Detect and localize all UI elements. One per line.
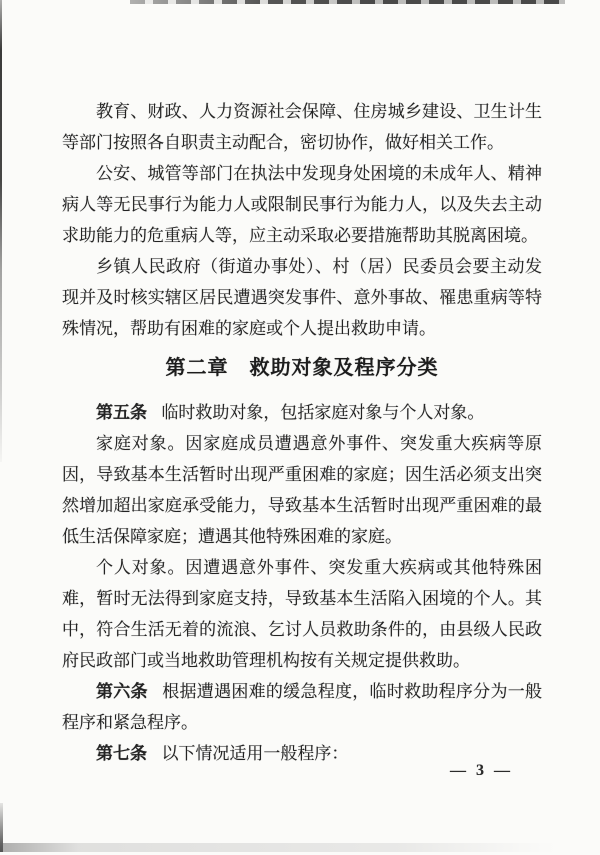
- text-line: 个人对象。因遭遇意外事件、突发重大疾病或其他特殊困: [96, 558, 542, 577]
- article-6: [62, 676, 542, 738]
- article-6-number: 第六条: [96, 682, 148, 701]
- paragraph-family-targets: [62, 428, 542, 552]
- chapter-heading: 第二章 救助对象及程序分类: [165, 357, 439, 379]
- article-6-text: 根据遭遇困难的缓急程度，临时救助程序分为一般: [162, 682, 543, 701]
- text-line: 府民政部门或当地救助管理机构按有关规定提供救助。: [62, 651, 470, 670]
- text-line: 求助能力的危重病人等，应主动采取必要措施帮助其脱离困境。: [62, 226, 538, 245]
- text-line: 难，暂时无法得到家庭支持，导致基本生活陷入困境的个人。其: [62, 589, 542, 608]
- paragraph-individual-targets: [62, 552, 542, 676]
- article-5-text: 临时救助对象，包括家庭对象与个人对象。: [161, 403, 485, 422]
- article-5-number: 第五条: [96, 403, 147, 422]
- text-line: 公安、城管等部门在执法中发现身处困境的未成年人、精神: [96, 164, 542, 183]
- text-line: 家庭对象。因家庭成员遭遇意外事件、突发重大疾病等原: [96, 434, 542, 453]
- page-number: — 3 —: [450, 762, 513, 779]
- scan-artifact-left-edge: [0, 0, 2, 462]
- text-line: 因，导致基本生活暂时出现严重困难的家庭；因生活必须支出突: [62, 465, 542, 484]
- document-body: [62, 96, 542, 769]
- text-line: 等部门按照各自职责主动配合，密切协作，做好相关工作。: [62, 133, 504, 152]
- text-line: 中，符合生活无着的流浪、乞讨人员救助条件的，由县级人民政: [62, 620, 542, 639]
- paragraph-cooperating-departments: [62, 96, 542, 158]
- article-7-number: 第七条: [96, 744, 147, 763]
- scan-artifact-top-edge: [130, 0, 565, 4]
- article-7-text: 以下情况适用一般程序：: [161, 744, 349, 763]
- text-line: 乡镇人民政府（街道办事处）、村（居）民委员会要主动发: [96, 257, 542, 276]
- text-line: 病人等无民事行为能力人或限制民事行为能力人，以及失去主动: [62, 195, 542, 214]
- text-line: 殊情况，帮助有困难的家庭或个人提出救助申请。: [62, 319, 436, 338]
- text-line: 教育、财政、人力资源社会保障、住房城乡建设、卫生计生: [96, 102, 542, 121]
- scan-artifact-bottom-band: [0, 843, 556, 852]
- paragraph-township-government: [62, 251, 542, 344]
- article-5: [62, 397, 542, 428]
- text-line: 程序和紧急程序。: [62, 713, 198, 732]
- text-line: 现并及时核实辖区居民遭遇突发事件、意外事故、罹患重病等特: [62, 288, 542, 307]
- text-line: [62, 676, 542, 707]
- text-line: 然增加超出家庭承受能力，导致基本生活暂时出现严重困难的最: [62, 496, 542, 515]
- text-line: 低生活保障家庭；遭遇其他特殊困难的家庭。: [62, 527, 402, 546]
- paragraph-police-urban-management: [62, 158, 542, 251]
